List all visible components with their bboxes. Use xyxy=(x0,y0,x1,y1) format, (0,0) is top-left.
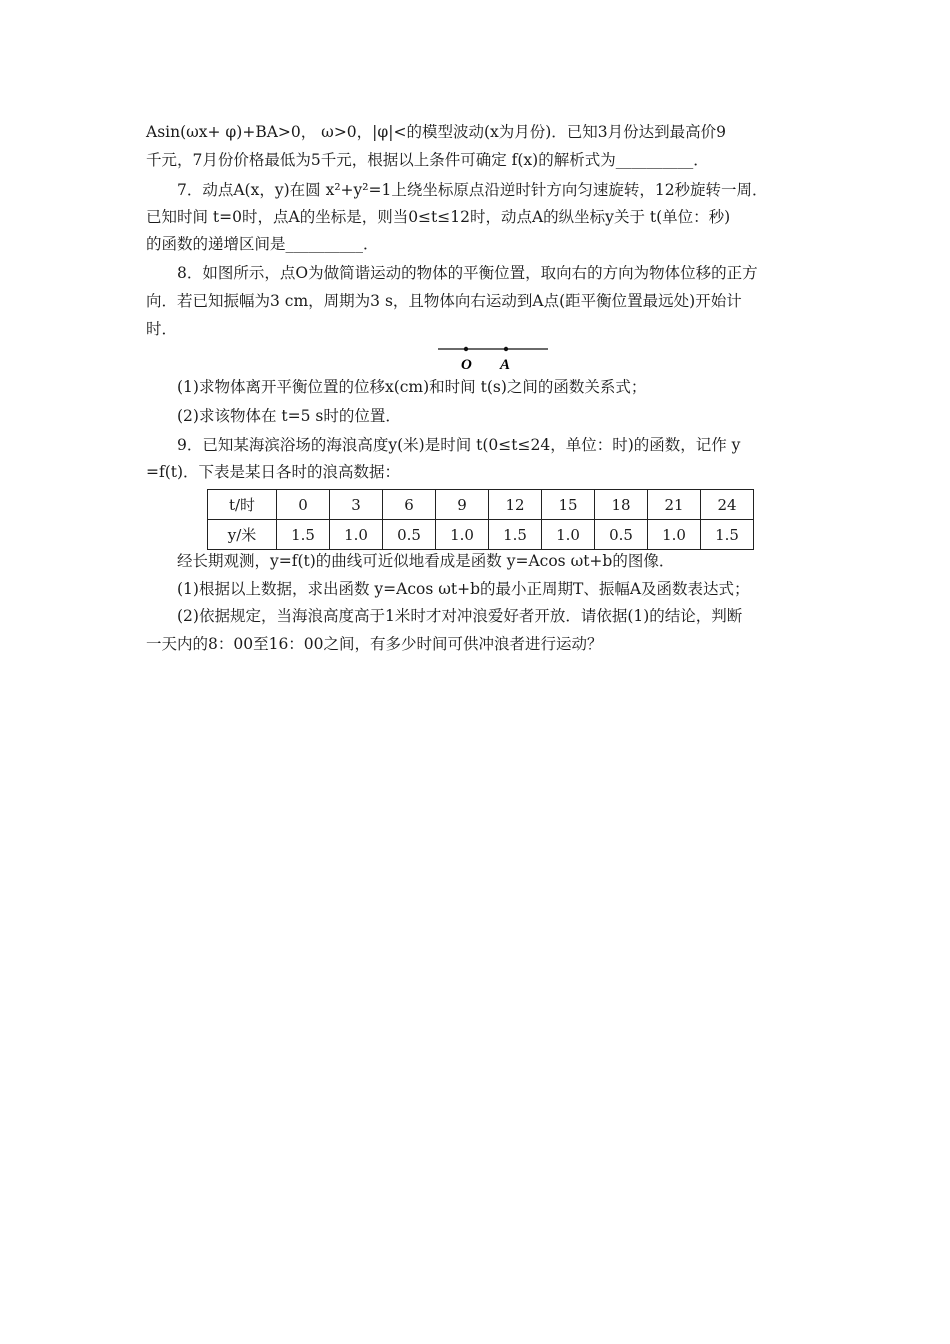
text-line-5: 的函数的递增区间是__________． xyxy=(146,235,379,253)
text-line-7: 向．若已知振幅为3 cm，周期为3 s，且物体向右运动到A点(距平衡位置最远处)开始计 xyxy=(146,292,742,310)
text-line-12: =f(t)．下表是某日各时的浪高数据： xyxy=(146,463,401,481)
table-cell: 1.5 xyxy=(277,520,330,550)
table-cell: 9 xyxy=(436,490,489,520)
text-line-10: (2)求该物体在 t=5 s时的位置． xyxy=(177,407,401,425)
text-line-15: (2)依据规定，当海浪高度高于1米时才对冲浪爱好者开放．请依据(1)的结论，判断 xyxy=(177,607,743,625)
table-cell: 1.0 xyxy=(542,520,595,550)
table-cell: 0.5 xyxy=(595,520,648,550)
table-cell: 6 xyxy=(383,490,436,520)
table-cell: 21 xyxy=(648,490,701,520)
table-header-y: y/米 xyxy=(208,520,277,550)
text-line-8: 时． xyxy=(146,320,178,338)
table-cell: 1.5 xyxy=(701,520,754,550)
label-a: A xyxy=(500,357,511,373)
oscillation-figure xyxy=(436,343,552,375)
point-a xyxy=(504,347,508,351)
wave-height-table xyxy=(207,489,754,550)
text-line-1: Asin(ωx+ φ)+BA>0， ω>0，|φ|<的模型波动(x为月份)．已知3月份达到最高价9 xyxy=(146,123,727,141)
table-cell: 18 xyxy=(595,490,648,520)
text-line-11: 9．已知某海滨浴场的海浪高度y(米)是时间 t(0≤t≤24，单位：时)的函数，记作 y xyxy=(177,436,741,454)
table-cell: 0.5 xyxy=(383,520,436,550)
table-cell: 1.0 xyxy=(436,520,489,550)
point-o xyxy=(464,347,468,351)
text-line-2: 千元，7月份价格最低为5千元，根据以上条件可确定 f(x)的解析式为__________． xyxy=(146,151,709,169)
text-line-9: (1)求物体离开平衡位置的位移x(cm)和时间 t(s)之间的函数关系式； xyxy=(177,378,647,396)
label-o: O xyxy=(461,357,472,373)
table-row-height xyxy=(208,520,754,550)
table-row-time xyxy=(208,490,754,520)
text-line-3: 7．动点A(x，y)在圆 x²+y²=1上绕坐标原点沿逆时针方向匀速旋转，12秒旋转一周． xyxy=(177,181,768,199)
text-line-14: (1)根据以上数据，求出函数 y=Acos ωt+b的最小正周期T、振幅A及函数表达式； xyxy=(177,580,750,598)
text-line-6: 8．如图所示，点O为做简谐运动的物体的平衡位置，取向右的方向为物体位移的正方 xyxy=(177,264,758,282)
text-line-13: 经长期观测，y=f(t)的曲线可近似地看成是函数 y=Acos ωt+b的图像． xyxy=(177,552,675,570)
table-header-t: t/时 xyxy=(208,490,277,520)
table-cell: 1.5 xyxy=(489,520,542,550)
table-cell: 15 xyxy=(542,490,595,520)
text-line-4: 已知时间 t=0时，点A的坐标是，则当0≤t≤12时，动点A的纵坐标y关于 t(单位：秒) xyxy=(146,208,731,226)
table-cell: 1.0 xyxy=(330,520,383,550)
text-line-16: 一天内的8：00至16：00之间，有多少时间可供冲浪者进行运动？ xyxy=(146,635,603,653)
table-cell: 3 xyxy=(330,490,383,520)
table-cell: 24 xyxy=(701,490,754,520)
table-cell: 1.0 xyxy=(648,520,701,550)
table-cell: 0 xyxy=(277,490,330,520)
table-cell: 12 xyxy=(489,490,542,520)
